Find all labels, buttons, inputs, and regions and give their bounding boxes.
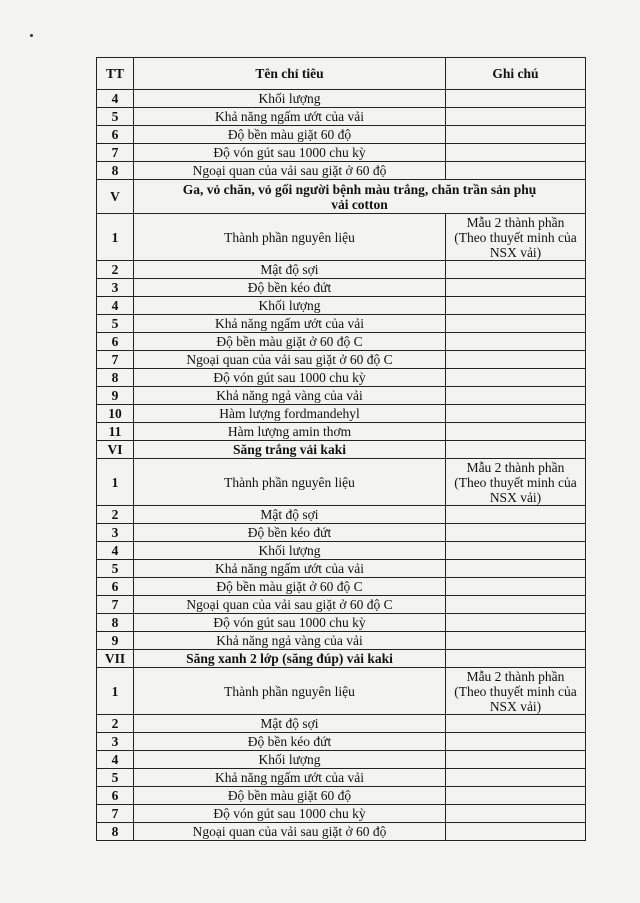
- row-name: Độ vón gút sau 1000 chu kỳ: [134, 144, 446, 162]
- table-row: [97, 162, 586, 180]
- table-row: [97, 261, 586, 279]
- row-note: [446, 632, 586, 650]
- table-row: [97, 90, 586, 108]
- table-row: [97, 668, 586, 715]
- table-row: [97, 542, 586, 560]
- row-tt: 5: [97, 769, 134, 787]
- row-tt: 9: [97, 632, 134, 650]
- row-name: Độ bền kéo đứt: [134, 524, 446, 542]
- table-row: [97, 144, 586, 162]
- table-row: [97, 823, 586, 841]
- row-name: Độ vón gút sau 1000 chu kỳ: [134, 805, 446, 823]
- table-header-row: [97, 58, 586, 90]
- row-name: Thành phần nguyên liệu: [134, 668, 446, 715]
- section-tt: VII: [97, 650, 134, 668]
- section-row-vi: [97, 441, 586, 459]
- row-note: [446, 387, 586, 405]
- row-note: [446, 596, 586, 614]
- row-note: [446, 423, 586, 441]
- table-row: [97, 632, 586, 650]
- row-tt: 2: [97, 506, 134, 524]
- row-name: Mật độ sợi: [134, 715, 446, 733]
- row-note: [446, 297, 586, 315]
- row-tt: 3: [97, 733, 134, 751]
- row-name: Khả năng ngấm ướt của vải: [134, 108, 446, 126]
- row-tt: 10: [97, 405, 134, 423]
- row-tt: 9: [97, 387, 134, 405]
- row-note: [446, 751, 586, 769]
- section-row-v: [97, 180, 586, 214]
- row-tt: 7: [97, 351, 134, 369]
- row-tt: 5: [97, 108, 134, 126]
- row-note: [446, 126, 586, 144]
- row-note: [446, 90, 586, 108]
- row-tt: 6: [97, 126, 134, 144]
- row-name: Khả năng ngấm ướt của vải: [134, 769, 446, 787]
- row-tt: 6: [97, 333, 134, 351]
- row-tt: 8: [97, 614, 134, 632]
- table-row: [97, 769, 586, 787]
- row-note: [446, 614, 586, 632]
- row-name: Độ bền kéo đứt: [134, 279, 446, 297]
- row-tt: 2: [97, 261, 134, 279]
- table-row: [97, 733, 586, 751]
- row-note: [446, 542, 586, 560]
- row-note: [446, 769, 586, 787]
- row-tt: 7: [97, 596, 134, 614]
- row-note: [446, 261, 586, 279]
- row-note: [446, 560, 586, 578]
- row-name: Độ bền màu giặt ở 60 độ C: [134, 333, 446, 351]
- table-row: [97, 578, 586, 596]
- section-tt: VI: [97, 441, 134, 459]
- criteria-table: [96, 57, 586, 841]
- row-name: Ngoại quan của vải sau giặt ở 60 độ: [134, 162, 446, 180]
- table-row: [97, 108, 586, 126]
- row-tt: 7: [97, 805, 134, 823]
- table-row: [97, 297, 586, 315]
- row-name: Độ bền kéo đứt: [134, 733, 446, 751]
- row-note: [446, 279, 586, 297]
- row-tt: 6: [97, 787, 134, 805]
- row-tt: 2: [97, 715, 134, 733]
- row-tt: 8: [97, 162, 134, 180]
- row-note: [446, 823, 586, 841]
- row-name: Ngoại quan của vải sau giặt ở 60 độ C: [134, 596, 446, 614]
- table-row: [97, 614, 586, 632]
- row-note: [446, 715, 586, 733]
- row-name: Độ vón gút sau 1000 chu kỳ: [134, 614, 446, 632]
- table-row: [97, 387, 586, 405]
- table-row: [97, 787, 586, 805]
- row-name: Khối lượng: [134, 297, 446, 315]
- row-tt: 8: [97, 823, 134, 841]
- section-title: Săng xanh 2 lớp (săng đúp) vải kaki: [134, 650, 446, 668]
- row-tt: 5: [97, 315, 134, 333]
- row-note: [446, 405, 586, 423]
- row-note: [446, 333, 586, 351]
- table-row: [97, 751, 586, 769]
- row-name: Độ vón gút sau 1000 chu kỳ: [134, 369, 446, 387]
- table-row: [97, 214, 586, 261]
- row-note: Mẫu 2 thành phần (Theo thuyết minh của NSX vải): [446, 214, 586, 261]
- row-note: [446, 162, 586, 180]
- row-name: Khả năng ngấm ướt của vải: [134, 560, 446, 578]
- table-row: [97, 333, 586, 351]
- table-row: [97, 506, 586, 524]
- row-tt: 7: [97, 144, 134, 162]
- row-note: Mẫu 2 thành phần (Theo thuyết minh của NSX vải): [446, 459, 586, 506]
- table-row: [97, 351, 586, 369]
- table-row: [97, 596, 586, 614]
- row-name: Ngoại quan của vải sau giặt ở 60 độ C: [134, 351, 446, 369]
- row-name: Khả năng ngả vàng của vải: [134, 632, 446, 650]
- row-name: Khả năng ngả vàng của vải: [134, 387, 446, 405]
- table-row: [97, 126, 586, 144]
- row-tt: 1: [97, 459, 134, 506]
- row-name: Độ bền màu giặt 60 độ: [134, 787, 446, 805]
- row-name: Độ bền màu giặt 60 độ: [134, 126, 446, 144]
- row-tt: 3: [97, 524, 134, 542]
- row-tt: 1: [97, 668, 134, 715]
- row-name: Khối lượng: [134, 542, 446, 560]
- row-tt: 11: [97, 423, 134, 441]
- header-name: Tên chỉ tiêu: [134, 58, 446, 90]
- table-row: [97, 423, 586, 441]
- row-note: [446, 369, 586, 387]
- row-note: [446, 733, 586, 751]
- row-note: [446, 506, 586, 524]
- table-row: [97, 405, 586, 423]
- row-name: Mật độ sợi: [134, 506, 446, 524]
- row-tt: 4: [97, 751, 134, 769]
- row-name: Hàm lượng fordmandehyl: [134, 405, 446, 423]
- row-note: Mẫu 2 thành phần (Theo thuyết minh của NSX vải): [446, 668, 586, 715]
- row-tt: 6: [97, 578, 134, 596]
- table-row: [97, 560, 586, 578]
- section-title: Ga, vỏ chăn, vỏ gối người bệnh màu trắng, chăn trần sản phụ vải cotton: [134, 180, 586, 214]
- header-note: Ghi chú: [446, 58, 586, 90]
- section-tt: V: [97, 180, 134, 214]
- row-tt: 4: [97, 297, 134, 315]
- table-row: [97, 524, 586, 542]
- row-name: Khối lượng: [134, 90, 446, 108]
- row-note: [446, 315, 586, 333]
- row-name: Thành phần nguyên liệu: [134, 214, 446, 261]
- table-row: [97, 279, 586, 297]
- row-tt: 4: [97, 542, 134, 560]
- section-title: Săng trắng vải kaki: [134, 441, 446, 459]
- row-note: [446, 650, 586, 668]
- row-name: Mật độ sợi: [134, 261, 446, 279]
- row-note: [446, 351, 586, 369]
- row-note: [446, 578, 586, 596]
- section-row-vii: [97, 650, 586, 668]
- header-tt: TT: [97, 58, 134, 90]
- row-tt: 4: [97, 90, 134, 108]
- row-note: [446, 108, 586, 126]
- row-name: Hàm lượng amin thơm: [134, 423, 446, 441]
- row-note: [446, 441, 586, 459]
- row-tt: 5: [97, 560, 134, 578]
- table-row: [97, 805, 586, 823]
- table-row: [97, 459, 586, 506]
- scan-mark: [30, 34, 33, 37]
- table-row: [97, 315, 586, 333]
- row-name: Khối lượng: [134, 751, 446, 769]
- row-tt: 3: [97, 279, 134, 297]
- row-note: [446, 524, 586, 542]
- row-note: [446, 805, 586, 823]
- row-name: Ngoại quan của vải sau giặt ở 60 độ: [134, 823, 446, 841]
- row-name: Thành phần nguyên liệu: [134, 459, 446, 506]
- table-row: [97, 369, 586, 387]
- row-tt: 8: [97, 369, 134, 387]
- row-note: [446, 144, 586, 162]
- row-name: Khả năng ngấm ướt của vải: [134, 315, 446, 333]
- table-row: [97, 715, 586, 733]
- row-tt: 1: [97, 214, 134, 261]
- row-name: Độ bền màu giặt ở 60 độ C: [134, 578, 446, 596]
- row-note: [446, 787, 586, 805]
